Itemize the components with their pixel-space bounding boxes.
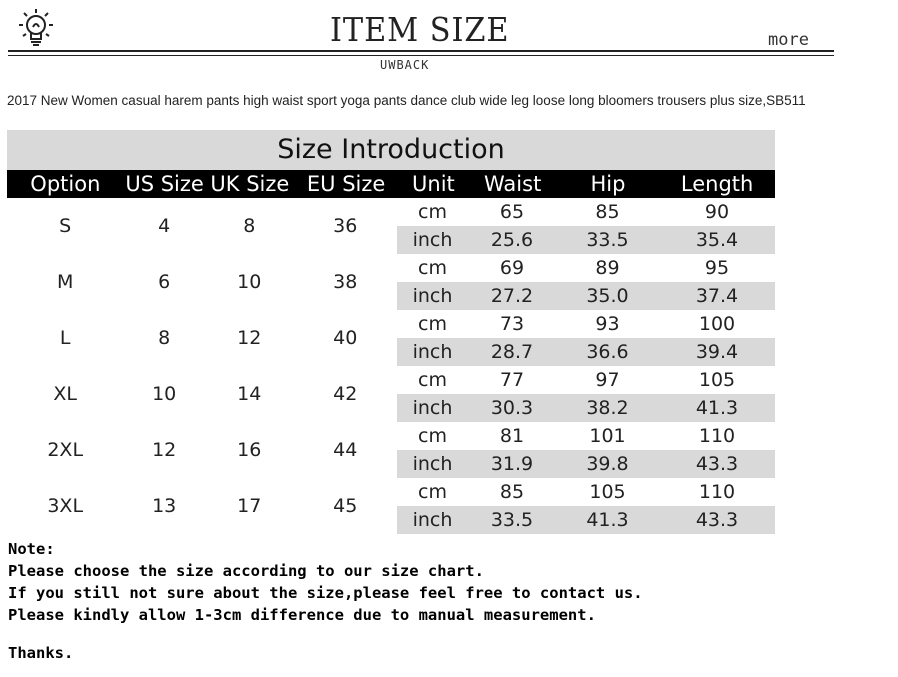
cell-length: 39.4 — [695, 341, 739, 363]
cell-length: 90 — [704, 201, 730, 223]
cell-waist: 28.7 — [490, 341, 534, 363]
cell-hip: 93 — [595, 313, 620, 335]
cell-waist: 73 — [499, 313, 525, 335]
cell-eu-size: 45 — [333, 495, 358, 517]
lightbulb-icon — [14, 6, 58, 50]
inch-row — [397, 394, 775, 422]
column-header-uk-size: UK Size — [210, 172, 290, 196]
cell-option: 2XL — [47, 439, 84, 461]
cell-waist: 81 — [499, 425, 525, 447]
table-header-row — [7, 170, 775, 198]
table-row — [7, 422, 775, 478]
note-line: If you still not sure about the size,please feel free to contact us. — [8, 584, 643, 602]
cell-hip: 89 — [595, 257, 620, 279]
size-table — [7, 130, 775, 534]
measurement-group — [397, 198, 775, 254]
cell-hip: 105 — [589, 481, 626, 503]
cell-us-size: 6 — [158, 271, 171, 293]
cell-unit: inch — [412, 397, 453, 419]
cell-option: S — [59, 215, 72, 237]
header — [0, 0, 898, 80]
note-line: Please choose the size according to our size chart. — [8, 562, 484, 580]
cell-length: 95 — [704, 257, 730, 279]
cm-row — [397, 478, 775, 506]
cell-length: 43.3 — [695, 509, 739, 531]
cell-eu-size: 36 — [333, 215, 358, 237]
inch-row — [397, 338, 775, 366]
cell-option: 3XL — [47, 495, 84, 517]
column-header-option: Option — [30, 172, 101, 196]
cell-unit: inch — [412, 285, 453, 307]
cell-waist: 69 — [499, 257, 525, 279]
cm-row — [397, 198, 775, 226]
cell-uk-size: 10 — [237, 271, 262, 293]
cell-hip: 101 — [589, 425, 626, 447]
cm-row — [397, 366, 775, 394]
table-row — [7, 366, 775, 422]
cell-length: 105 — [698, 369, 736, 391]
measurement-group — [397, 422, 775, 478]
cm-row — [397, 310, 775, 338]
inch-row — [397, 506, 775, 534]
cell-hip: 36.6 — [586, 341, 629, 363]
table-row — [7, 254, 775, 310]
cell-length: 43.3 — [695, 453, 739, 475]
column-header-us-size: US Size — [125, 172, 204, 196]
inch-row — [397, 226, 775, 254]
column-header-eu-size: EU Size — [306, 172, 386, 196]
measurement-group — [397, 478, 775, 534]
cell-waist: 30.3 — [490, 397, 534, 419]
cell-unit: cm — [418, 313, 447, 335]
cell-us-size: 10 — [152, 383, 177, 405]
cell-hip: 33.5 — [586, 229, 629, 251]
column-header-unit: Unit — [412, 172, 455, 196]
table-title: Size Introduction — [7, 130, 775, 170]
cell-us-size: 4 — [158, 215, 171, 237]
cell-uk-size: 17 — [237, 495, 262, 517]
header-divider — [8, 50, 834, 52]
cell-unit: cm — [418, 425, 447, 447]
cell-uk-size: 16 — [237, 439, 262, 461]
cell-waist: 25.6 — [490, 229, 534, 251]
cell-eu-size: 40 — [333, 327, 358, 349]
cell-hip: 38.2 — [586, 397, 629, 419]
cell-unit: cm — [418, 257, 447, 279]
cell-eu-size: 44 — [333, 439, 358, 461]
page-title: ITEM SIZE — [330, 10, 510, 49]
note-line: Please kindly allow 1-3cm difference due to manual measurement. — [8, 606, 596, 624]
cell-option: L — [59, 327, 71, 349]
inch-row — [397, 282, 775, 310]
table-row — [7, 310, 775, 366]
column-header-hip: Hip — [590, 172, 626, 196]
cell-us-size: 13 — [152, 495, 177, 517]
cell-uk-size: 14 — [237, 383, 262, 405]
cell-unit: inch — [412, 229, 453, 251]
cell-waist: 31.9 — [490, 453, 534, 475]
cell-length: 110 — [698, 425, 736, 447]
cell-unit: cm — [418, 201, 447, 223]
more-link[interactable]: more — [768, 30, 809, 50]
cell-waist: 65 — [499, 201, 525, 223]
cm-row — [397, 254, 775, 282]
column-header-length: Length — [680, 172, 754, 196]
cell-hip: 39.8 — [586, 453, 629, 475]
cell-uk-size: 8 — [243, 215, 256, 237]
inch-row — [397, 450, 775, 478]
thanks-text: Thanks. — [8, 644, 74, 662]
cell-length: 100 — [698, 313, 736, 335]
notes-section — [8, 538, 643, 626]
measurement-group — [397, 254, 775, 310]
cell-us-size: 8 — [158, 327, 171, 349]
cell-waist: 85 — [499, 481, 525, 503]
cell-waist: 77 — [499, 369, 525, 391]
brand-name: UWBACK — [380, 58, 430, 72]
column-header-waist: Waist — [484, 172, 542, 196]
cell-hip: 97 — [595, 369, 620, 391]
cell-length: 41.3 — [695, 397, 739, 419]
cell-hip: 41.3 — [586, 509, 629, 531]
cell-length: 110 — [698, 481, 736, 503]
cell-unit: inch — [412, 341, 453, 363]
cell-hip: 85 — [595, 201, 620, 223]
cell-uk-size: 12 — [237, 327, 262, 349]
header-divider-thin — [8, 55, 834, 56]
cell-us-size: 12 — [152, 439, 177, 461]
measurement-group — [397, 366, 775, 422]
cell-waist: 33.5 — [490, 509, 534, 531]
notes-heading: Note: — [8, 540, 55, 558]
table-row — [7, 478, 775, 534]
cell-unit: inch — [412, 509, 453, 531]
cell-option: M — [57, 271, 74, 293]
cell-unit: cm — [418, 369, 447, 391]
product-title: 2017 New Women casual harem pants high waist sport yoga pants dance club wide leg loose long bloomers trousers plus size,SB511 — [7, 93, 806, 108]
cell-eu-size: 42 — [333, 383, 358, 405]
measurement-group — [397, 310, 775, 366]
cell-waist: 27.2 — [490, 285, 534, 307]
cell-unit: cm — [418, 481, 447, 503]
cell-length: 35.4 — [695, 229, 739, 251]
cell-unit: inch — [412, 453, 453, 475]
cell-option: XL — [53, 383, 77, 405]
cm-row — [397, 422, 775, 450]
cell-eu-size: 38 — [333, 271, 358, 293]
table-row — [7, 198, 775, 254]
cell-hip: 35.0 — [586, 285, 629, 307]
cell-length: 37.4 — [695, 285, 739, 307]
